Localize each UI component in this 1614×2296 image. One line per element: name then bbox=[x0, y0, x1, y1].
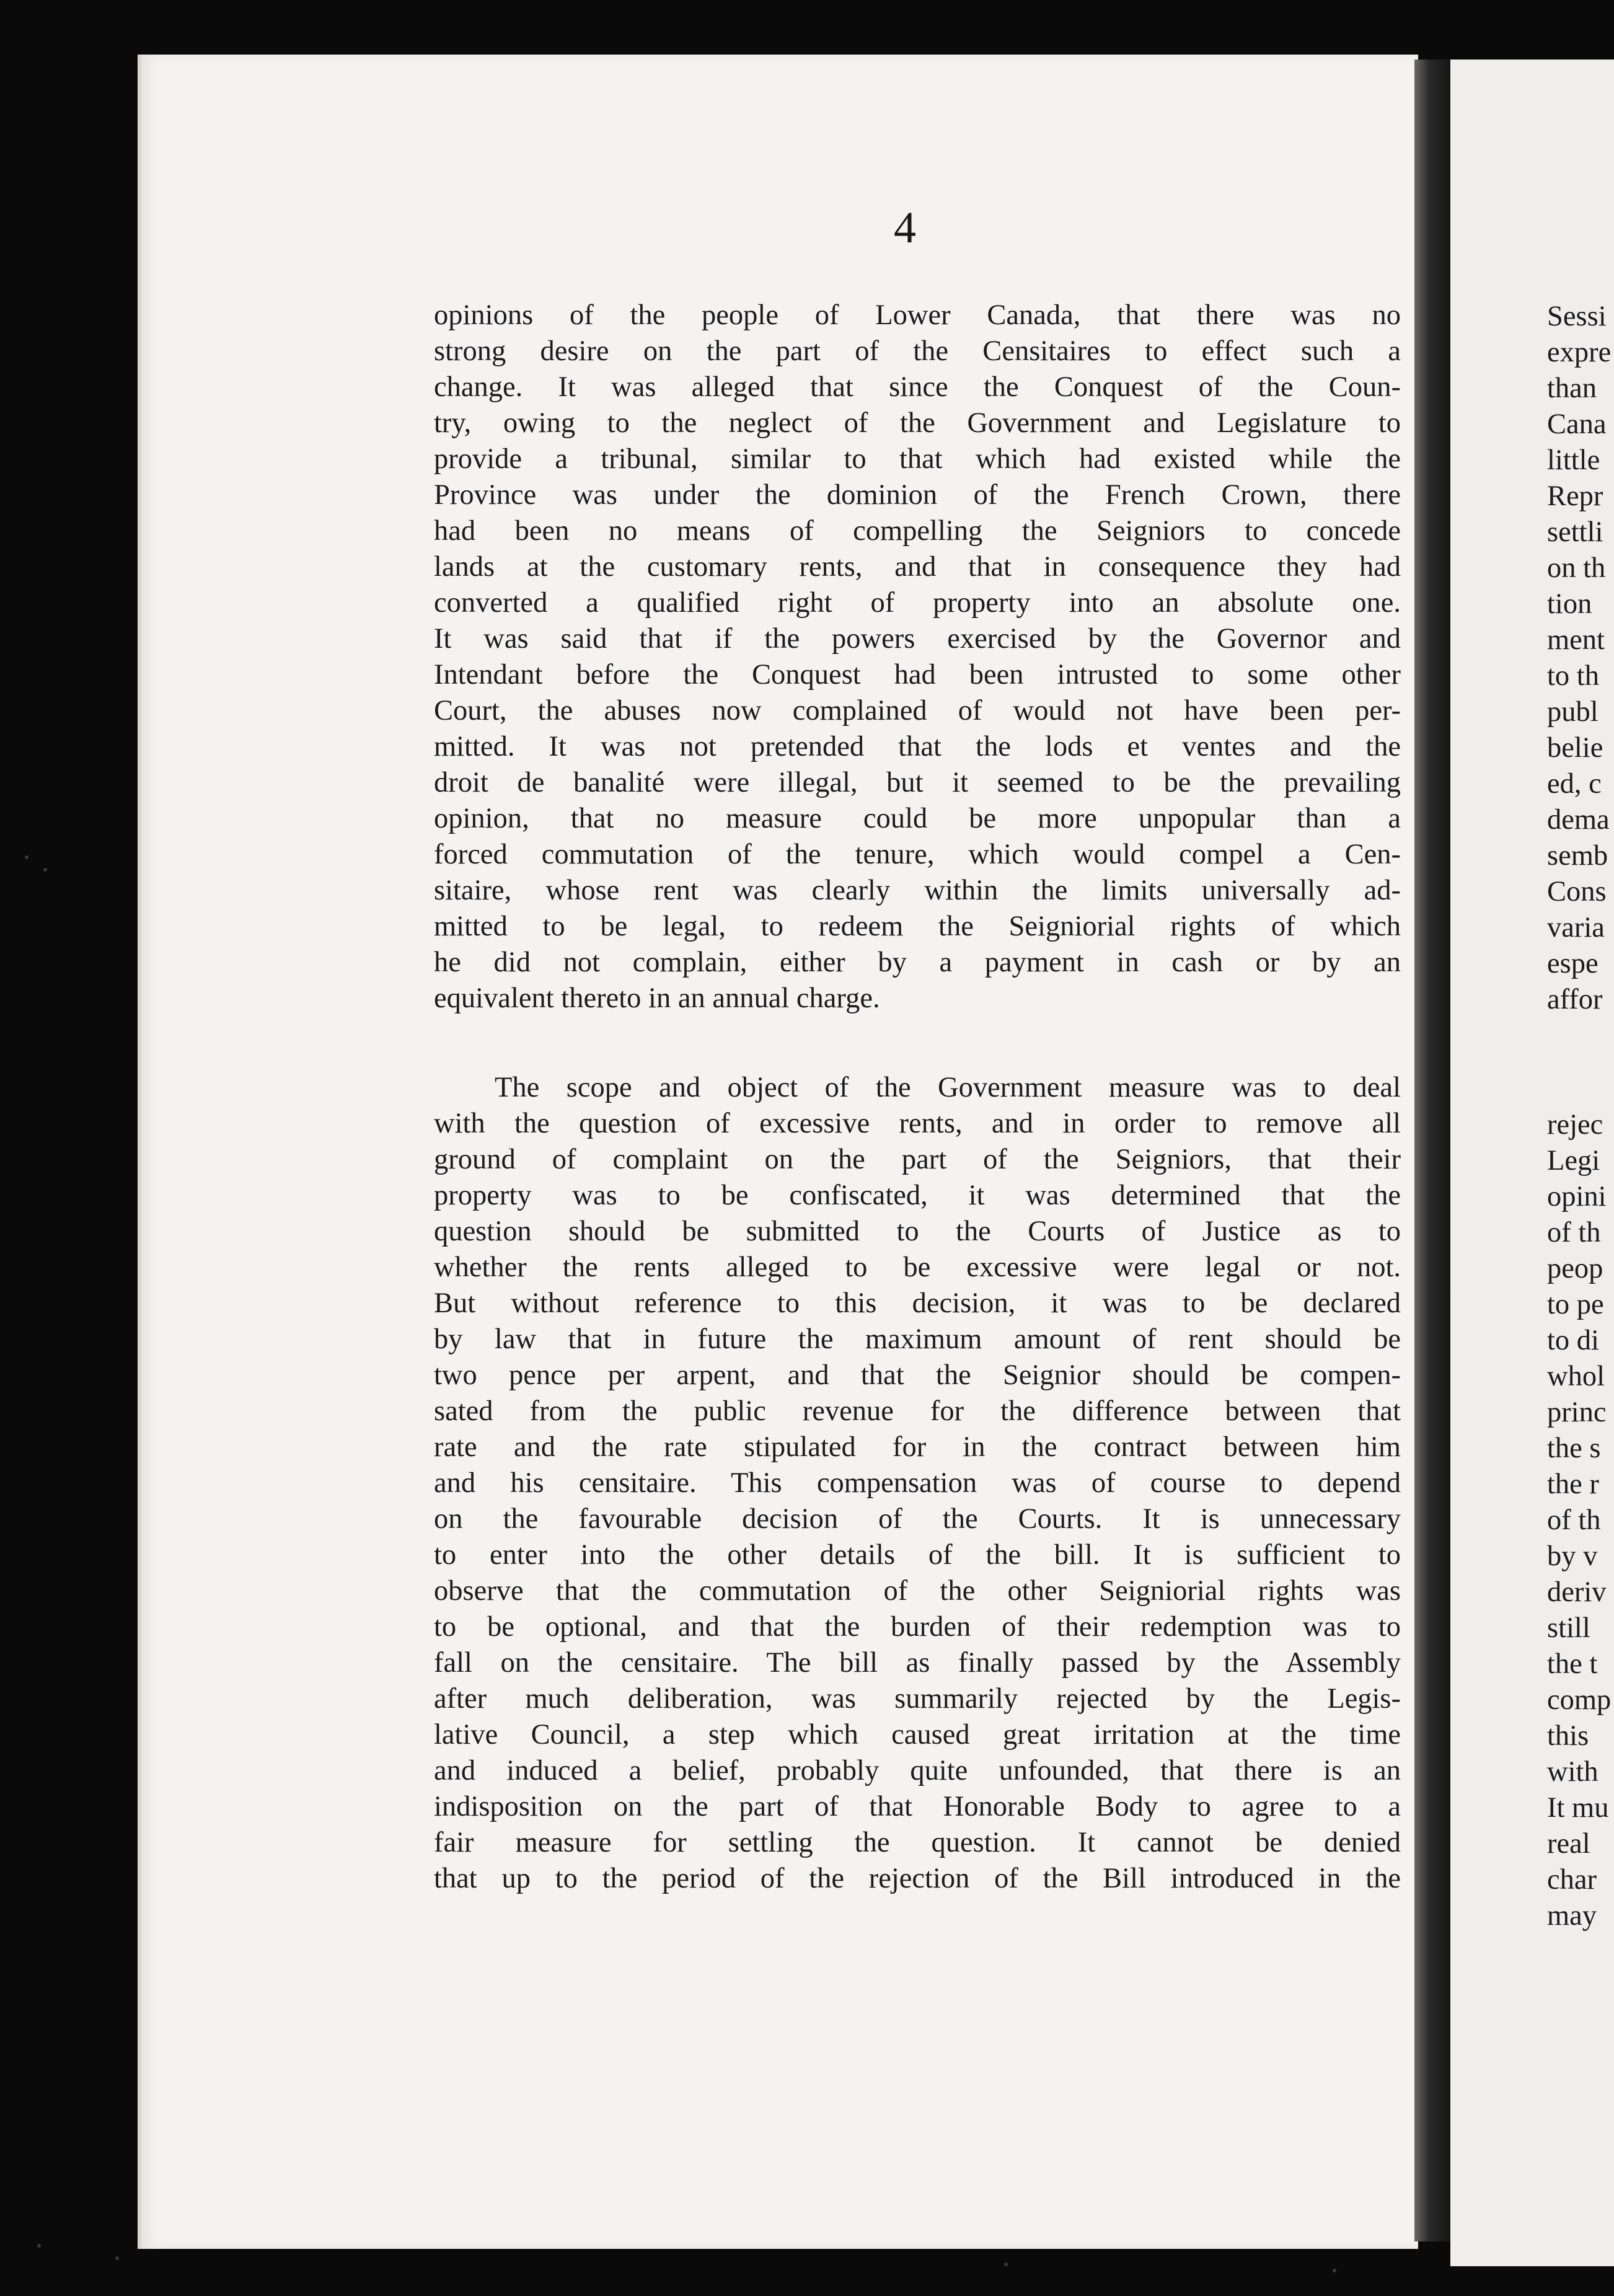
text-line: indisposition on the part of that Honorable Body to agree to a bbox=[434, 1791, 1401, 1822]
facing-line: It mu bbox=[1547, 1792, 1609, 1824]
text-line: question should be submitted to the Courts of Justice as to bbox=[434, 1216, 1401, 1247]
facing-line: espe bbox=[1547, 948, 1599, 979]
facing-line: Cons bbox=[1547, 876, 1607, 907]
facing-gap bbox=[1547, 1018, 1611, 1107]
facing-page-text bbox=[1547, 299, 1611, 1934]
facing-line: char bbox=[1547, 1864, 1597, 1896]
text-line: converted a qualified right of property into an absolute one. bbox=[434, 587, 1401, 619]
text-line: Province was under the dominion of the French Crown, there bbox=[434, 479, 1401, 511]
facing-line: by v bbox=[1547, 1540, 1598, 1572]
text-line: property was to be confiscated, it was determined that the bbox=[434, 1180, 1401, 1211]
facing-line: tion bbox=[1547, 588, 1592, 620]
text-line: whether the rents alleged to be excessive were legal or not. bbox=[434, 1252, 1401, 1283]
paragraph-gap bbox=[434, 1017, 1401, 1070]
text-line: observe that the commutation of the other Seigniorial rights was bbox=[434, 1575, 1401, 1607]
text-line: try, owing to the neglect of the Government and Legislature to bbox=[434, 407, 1401, 439]
text-line: to be optional, and that the burden of their redemption was to bbox=[434, 1611, 1401, 1643]
scan-speck bbox=[115, 2256, 119, 2260]
facing-line: little bbox=[1547, 444, 1600, 476]
facing-line: belie bbox=[1547, 732, 1603, 764]
paragraph-1 bbox=[434, 298, 1401, 1017]
scan-speck bbox=[25, 855, 29, 859]
text-line: opinions of the people of Lower Canada, that there was no bbox=[434, 299, 1401, 331]
text-line: mitted to be legal, to redeem the Seigniorial rights of which bbox=[434, 911, 1401, 942]
scan-speck bbox=[1004, 2263, 1008, 2266]
facing-line: publ bbox=[1547, 696, 1599, 728]
text-line: Intendant before the Conquest had been intrusted to some other bbox=[434, 659, 1401, 691]
text-line: forced commutation of the tenure, which would compel a Cen- bbox=[434, 839, 1401, 870]
facing-line: to th bbox=[1547, 660, 1599, 692]
text-line: equivalent thereto in an annual charge. bbox=[434, 982, 880, 1014]
text-line: provide a tribunal, similar to that which had existed while the bbox=[434, 443, 1401, 475]
facing-line: opini bbox=[1547, 1181, 1607, 1212]
facing-line: rejec bbox=[1547, 1109, 1603, 1141]
text-line: to enter into the other details of the bill. It is sufficient to bbox=[434, 1539, 1401, 1571]
facing-line: on th bbox=[1547, 552, 1606, 584]
facing-line: varia bbox=[1547, 912, 1605, 943]
facing-line: of th bbox=[1547, 1217, 1601, 1248]
text-line: But without reference to this decision, it was to be declared bbox=[434, 1287, 1401, 1319]
text-line: with the question of excessive rents, and in order to remove all bbox=[434, 1108, 1401, 1139]
facing-line: ed, c bbox=[1547, 768, 1602, 800]
facing-line: Cana bbox=[1547, 408, 1607, 440]
text-line: fall on the censitaire. The bill as finally passed by the Assembly bbox=[434, 1647, 1401, 1679]
facing-line: peop bbox=[1547, 1253, 1603, 1284]
text-line: strong desire on the part of the Censitaires to effect such a bbox=[434, 335, 1401, 367]
facing-line: with bbox=[1547, 1756, 1599, 1788]
paragraph-2 bbox=[434, 1070, 1401, 1897]
scan-speck bbox=[43, 868, 47, 872]
text-line: droit de banalité were illegal, but it seemed to be the prevailing bbox=[434, 767, 1401, 798]
facing-line: the t bbox=[1547, 1648, 1598, 1680]
text-line: on the favourable decision of the Courts. It is unnecessary bbox=[434, 1503, 1401, 1535]
text-line: fair measure for settling the question. It cannot be denied bbox=[434, 1827, 1401, 1858]
page-number: 4 bbox=[894, 203, 916, 252]
text-line: Court, the abuses now complained of would not have been per- bbox=[434, 695, 1401, 726]
facing-line: deriv bbox=[1547, 1576, 1607, 1608]
page-gutter bbox=[1414, 60, 1450, 2241]
scan-speck bbox=[37, 2244, 41, 2248]
facing-line: affor bbox=[1547, 984, 1603, 1015]
text-line: ground of complaint on the part of the Seigniors, that their bbox=[434, 1144, 1401, 1175]
scan-speck bbox=[1333, 2269, 1336, 2272]
facing-line: may bbox=[1547, 1900, 1597, 1932]
text-line: that up to the period of the rejection of the Bill introduced in the bbox=[434, 1863, 1401, 1894]
text-line: mitted. It was not pretended that the lods et ventes and the bbox=[434, 731, 1401, 762]
text-line: change. It was alleged that since the Conquest of the Coun- bbox=[434, 371, 1401, 403]
facing-line: ment bbox=[1547, 624, 1605, 656]
text-line: rate and the rate stipulated for in the contract between him bbox=[434, 1431, 1401, 1463]
text-line: he did not complain, either by a payment in cash or by an bbox=[434, 947, 1401, 978]
facing-line: dema bbox=[1547, 804, 1610, 836]
body-text bbox=[434, 298, 1401, 1897]
facing-line: semb bbox=[1547, 840, 1608, 872]
text-line: lative Council, a step which caused great irritation at the time bbox=[434, 1719, 1401, 1751]
facing-line: whol bbox=[1547, 1361, 1605, 1392]
text-line: after much deliberation, was summarily rejected by the Legis- bbox=[434, 1683, 1401, 1715]
text-line: opinion, that no measure could be more unpopular than a bbox=[434, 803, 1401, 834]
facing-line: than bbox=[1547, 373, 1597, 404]
text-line: by law that in future the maximum amount of rent should be bbox=[434, 1323, 1401, 1355]
facing-line: Sessi bbox=[1547, 301, 1607, 332]
facing-line: princ bbox=[1547, 1397, 1607, 1428]
facing-line: real bbox=[1547, 1828, 1590, 1860]
facing-line: settli bbox=[1547, 516, 1603, 548]
text-line: lands at the customary rents, and that in consequence they had bbox=[434, 551, 1401, 583]
facing-line: the r bbox=[1547, 1468, 1599, 1500]
text-line: and his censitaire. This compensation was of course to depend bbox=[434, 1467, 1401, 1499]
text-line: The scope and object of the Government measure was to deal bbox=[495, 1072, 1401, 1103]
text-line: sated from the public revenue for the difference between that bbox=[434, 1395, 1401, 1427]
text-line: sitaire, whose rent was clearly within the limits universally ad- bbox=[434, 875, 1401, 906]
facing-line: to di bbox=[1547, 1325, 1599, 1356]
facing-line: to pe bbox=[1547, 1289, 1604, 1320]
facing-line: the s bbox=[1547, 1433, 1601, 1464]
text-line: and induced a belief, probably quite unfounded, that there is an bbox=[434, 1755, 1401, 1786]
facing-line: Legi bbox=[1547, 1145, 1600, 1177]
text-line: two pence per arpent, and that the Seignior should be compen- bbox=[434, 1359, 1401, 1391]
facing-line: expre bbox=[1547, 337, 1612, 368]
facing-line: Repr bbox=[1547, 480, 1603, 512]
facing-line: comp bbox=[1547, 1684, 1612, 1716]
facing-line: this bbox=[1547, 1720, 1589, 1752]
text-line: had been no means of compelling the Seigniors to concede bbox=[434, 515, 1401, 547]
text-line: It was said that if the powers exercised by the Governor and bbox=[434, 623, 1401, 655]
facing-line: of th bbox=[1547, 1504, 1601, 1536]
facing-line: still bbox=[1547, 1612, 1590, 1644]
